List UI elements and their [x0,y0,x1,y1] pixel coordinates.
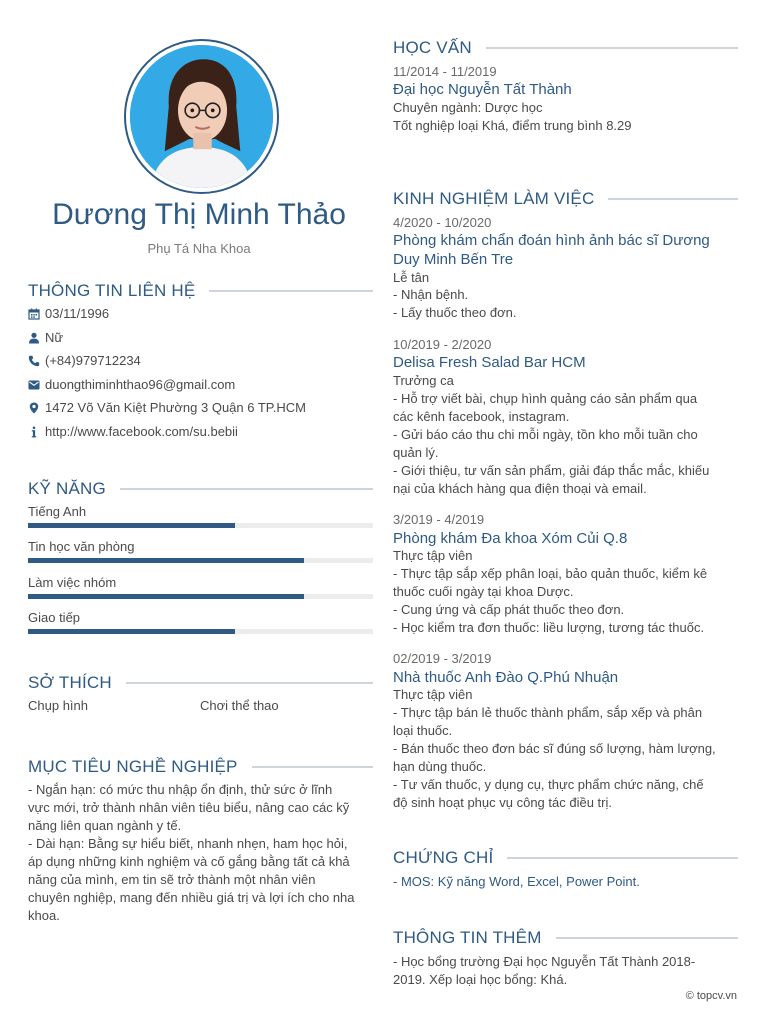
info-icon [28,426,40,438]
location-icon [28,402,40,414]
calendar-icon [28,308,40,320]
certificates-section-title: CHỨNG CHỈ [393,848,738,868]
job-description: - Thực tập sắp xếp phân loại, bảo quản thuốc, kiểm kê thuốc cuối ngày tại khoa Dược. - Cung ứng và cấp phát thuốc theo đơn. - Học kiểm tra đơn thuốc: liều lượng, tương tác thuốc. [393,566,708,635]
objective-section-title: MỤC TIÊU NGHỀ NGHIỆP [28,757,373,777]
section-divider [120,488,373,490]
skill-bar-fill [28,629,235,634]
job-date: 10/2019 - 2/2020 [393,337,492,352]
education-section-title: HỌC VẤN [393,38,738,58]
hobby-item: Chụp hình [28,698,88,713]
experience-section-title: KINH NGHIỆM LÀM VIỆC [393,189,738,209]
skill-bar-track [28,594,373,599]
contact-section-title: THÔNG TIN LIÊN HỆ [28,281,373,301]
skill-bar-fill [28,594,304,599]
certificate-item: - MOS: Kỹ năng Word, Excel, Power Point. [393,874,640,889]
skill-communication: Giao tiếp [28,610,373,634]
contact-email: duongthiminhthao96@gmail.com [28,377,235,392]
job-date: 3/2019 - 4/2019 [393,512,485,527]
section-divider [209,290,373,292]
contact-dob: 03/11/1996 [28,306,109,321]
education-grade: Tốt nghiệp loại Khá, điểm trung bình 8.29 [393,118,632,133]
skill-bar-track [28,523,373,528]
education-date: 11/2014 - 11/2019 [393,64,497,79]
job-date: 02/2019 - 3/2019 [393,651,492,666]
job-org: Delisa Fresh Salad Bar HCM [393,354,586,371]
profile-photo [124,39,279,194]
job-date: 4/2020 - 10/2020 [393,215,492,230]
additional-text: - Học bổng trường Đại học Nguyễn Tất Thành 2018- 2019. Xếp loại học bổng: Khá. [393,954,696,987]
contact-address: 1472 Võ Văn Kiệt Phường 3 Quận 6 TP.HCM [28,400,306,415]
hobbies-section-title: SỞ THÍCH [28,673,373,693]
additional-section-title: THÔNG TIN THÊM [393,928,738,948]
job-position: Thực tập viên [393,687,473,702]
skill-english: Tiếng Anh [28,504,373,528]
objective-text: - Ngắn hạn: có mức thu nhập ổn định, thử sức ở lĩnh vực mới, trở thành nhân viên tiêu biểu, nâng cao các kỹ năng liên quan ngành y tế. - Dài hạn: Bằng sự hiểu biết, nhanh nhẹn, ham học hỏi, áp dụng những kinh nghiệm và cố gắng bằng tất cả khả năng của mình, em tin sẽ trở thành một nhân viên chuyên nghiệp, mang đến nhiều giá trị và lợi ích cho nha khoa. [28,782,355,923]
email-icon [28,379,40,391]
job-description: - Hỗ trợ viết bài, chụp hình quảng cáo sản phẩm qua các kênh facebook, instagram. - Gửi báo cáo thu chi mỗi ngày, tồn kho mỗi tuần cho quản lý. - Giới thiệu, tư vấn sản phẩm, giải đáp thắc mắc, khiếu nại của khách hàng qua điện thoại và email. [393,391,710,496]
skill-bar-fill [28,523,235,528]
profile-photo-image [130,45,273,188]
person-icon [28,332,40,344]
phone-icon [28,355,40,367]
job-position: Thực tập viên [393,548,473,563]
portrait-illustration [130,45,273,188]
contact-facebook: http://www.facebook.com/su.bebii [28,424,238,439]
section-divider [126,682,373,684]
job-position: Lễ tân [393,270,430,285]
skill-teamwork: Làm việc nhóm [28,575,373,599]
skill-office: Tin học văn phòng [28,539,373,563]
section-divider [556,937,738,939]
education-major: Chuyên ngành: Dược học [393,100,543,115]
footer-credit[interactable]: © topcv.vn [685,990,737,1002]
candidate-name: Dương Thị Minh Thảo [52,198,346,231]
skills-section-title: KỸ NĂNG [28,479,373,499]
job-org: Nhà thuốc Anh Đào Q.Phú Nhuận [393,669,619,686]
job-org: Phòng khám Đa khoa Xóm Củi Q.8 [393,530,628,547]
contact-gender: Nữ [28,330,63,345]
job-org: Phòng khám chẩn đoán hình ảnh bác sĩ Dương Duy Minh Bến Tre [393,232,710,268]
contact-phone: (+84)979712234 [28,353,141,368]
section-divider [486,47,738,49]
job-description: - Thực tập bán lẻ thuốc thành phẩm, sắp xếp và phân loại thuốc. - Bán thuốc theo đơn bác sĩ đúng số lượng, hàm lượng, hạn dùng thuốc. - Tư vấn thuốc, y dụng cụ, thực phẩm chức năng, chế độ sinh hoạt phục vụ công tác điều trị. [393,705,716,810]
section-divider [252,766,373,768]
skill-bar-track [28,558,373,563]
hobby-item: Chơi thể thao [200,698,279,713]
job-description: - Nhận bệnh. - Lấy thuốc theo đơn. [393,287,517,320]
education-school: Đại học Nguyễn Tất Thành [393,81,572,98]
section-divider [608,198,738,200]
section-divider [507,857,738,859]
skill-bar-track [28,629,373,634]
skill-bar-fill [28,558,304,563]
candidate-role: Phụ Tá Nha Khoa [147,241,251,256]
job-position: Trưởng ca [393,373,454,388]
